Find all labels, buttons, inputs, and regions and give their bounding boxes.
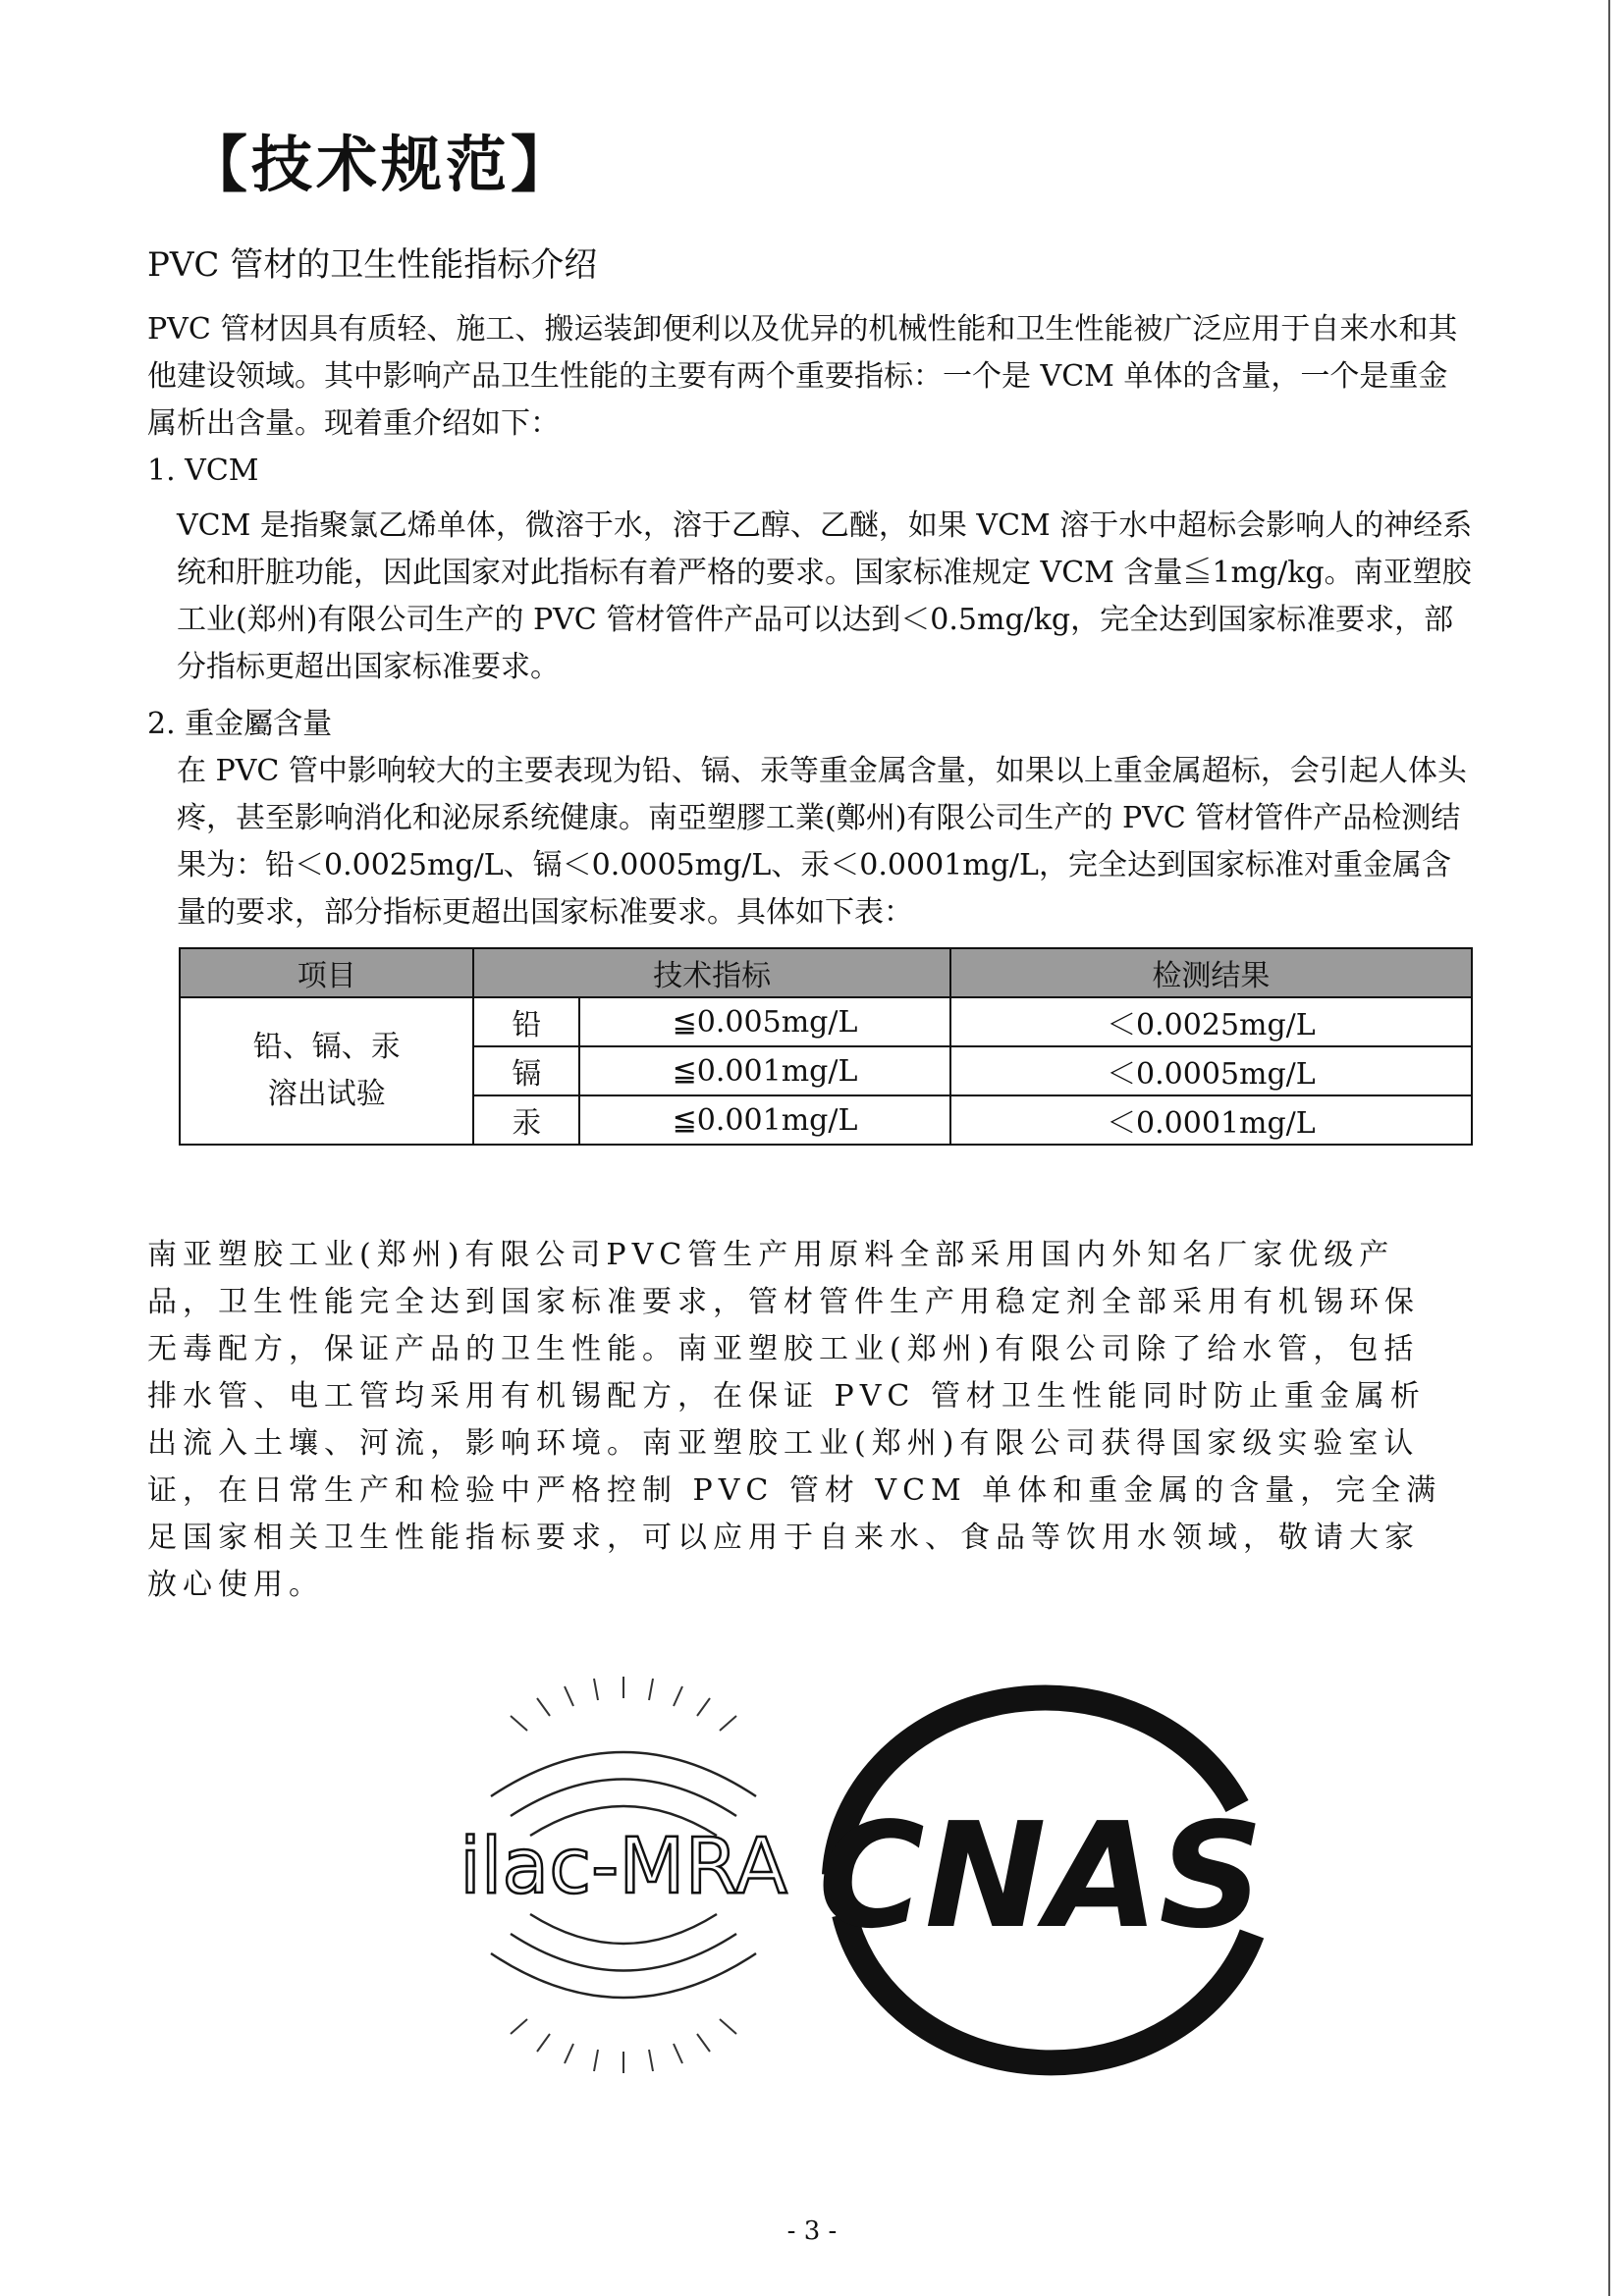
item-line-1: 铅、镉、汞 <box>252 1030 401 1064</box>
result-cell: ＜0.0005mg/L <box>950 1046 1472 1095</box>
table-row <box>180 997 1472 1046</box>
closing-paragraph: 南亚塑胶工业(郑州)有限公司PVC管生产用原料全部采用国内外知名厂家优级产品，卫生性能完全达到国家标准要求，管材管件生产用稳定剂全部采用有机锡环保无毒配方，保证产品的卫生性能。南亚塑胶工业(郑州)有限公司除了给水管，包括排水管、电工管均采用有机锡配方，在保证 PVC 管材卫生性能同时防止重金属析出流入土壤、河流，影响环境。南亚塑胶工业(郑州)有限公司获得国家级实验室认证，在日常生产和检验中严格控制 PVC 管材 VCM 单体和重金属的含量，完全满足国家相关卫生性能指标要求，可以应用于自来水、食品等饮用水领域，敬请大家放心使用。 <box>147 1238 1442 1602</box>
ilac-mra-text: ilac-MRA <box>460 1823 787 1911</box>
spec-cell: ≦0.001mg/L <box>579 1046 950 1095</box>
spec-cell: ≦0.005mg/L <box>579 997 950 1046</box>
section-subtitle: PVC 管材的卫生性能指标介绍 <box>147 245 598 285</box>
metal-cell: 汞 <box>473 1095 579 1145</box>
heavy-metal-paragraph: 在 PVC 管中影响较大的主要表现为铅、镉、汞等重金属含量，如果以上重金属超标，会引起人体头疼，甚至影响消化和泌尿系统健康。南亞塑膠工業(鄭州)有限公司生产的 PVC 管材管件产品检测结果为：铅＜0.0025mg/L、镉＜0.0005mg/L、汞＜0.0001mg/L，完全达到国家标准对重金属含量的要求，部分指标更超出国家标准要求。具体如下表： <box>177 754 1467 930</box>
header-result: 检测结果 <box>950 948 1472 997</box>
ilac-mra-logo <box>412 1669 1296 2091</box>
certification-logos <box>412 1669 1296 2091</box>
table-header-row <box>180 948 1472 997</box>
page-edge-line <box>1608 0 1610 2296</box>
metal-cell: 镉 <box>473 1046 579 1095</box>
heavy-metal-table <box>179 947 1473 1146</box>
metal-cell: 铅 <box>473 997 579 1046</box>
intro-paragraph: PVC 管材因具有质轻、施工、搬运装卸便利以及优异的机械性能和卫生性能被广泛应用于自来水和其他建设领域。其中影响产品卫生性能的主要有两个重要指标：一个是 VCM 单体的含量，一个是重金属析出含量。现着重介绍如下： <box>147 312 1458 441</box>
result-cell: ＜0.0001mg/L <box>950 1095 1472 1145</box>
page-title: 【技术规范】 <box>187 129 576 200</box>
cnas-text: CNAS <box>818 1791 1264 1960</box>
heavy-metal-heading: 2. 重金屬含量 <box>147 707 333 741</box>
page-number: - 3 - <box>786 2216 838 2246</box>
header-item: 项目 <box>180 948 473 997</box>
item-line-2: 溶出试验 <box>267 1077 386 1111</box>
vcm-paragraph: VCM 是指聚氯乙烯单体，微溶于水，溶于乙醇、乙醚，如果 VCM 溶于水中超标会影响人的神经系统和肝脏功能，因此国家对此指标有着严格的要求。国家标准规定 VCM 含量≦1mg/kg。南亚塑胶工业(郑州)有限公司生产的 PVC 管材管件产品可以达到＜0.5mg/kg，完全达到国家标准要求，部分指标更超出国家标准要求。 <box>177 508 1473 684</box>
item-cell <box>180 997 473 1145</box>
vcm-heading: 1. VCM <box>147 454 259 488</box>
header-spec: 技术指标 <box>473 948 949 997</box>
spec-cell: ≦0.001mg/L <box>579 1095 950 1145</box>
result-cell: ＜0.0025mg/L <box>950 997 1472 1046</box>
cnas-logo <box>818 1698 1264 2063</box>
